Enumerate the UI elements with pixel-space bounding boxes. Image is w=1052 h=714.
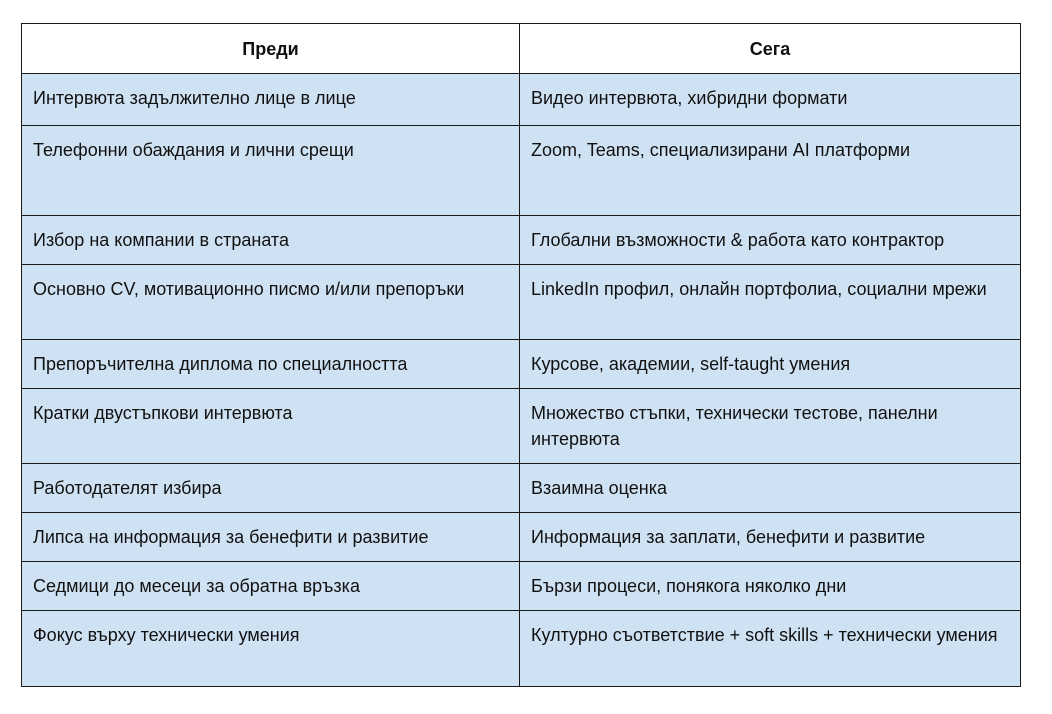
before-cell: Препоръчителна диплома по специалността: [22, 340, 520, 389]
now-cell: Глобални възможности & работа като контрактор: [520, 216, 1021, 265]
now-cell: Бързи процеси, понякога няколко дни: [520, 562, 1021, 611]
table-row: [22, 562, 1021, 611]
now-cell: Културно съответствие + soft skills + технически умения: [520, 611, 1021, 687]
now-cell: Информация за заплати, бенефити и развитие: [520, 513, 1021, 562]
before-cell: Интервюта задължително лице в лице: [22, 74, 520, 126]
before-cell: Работодателят избира: [22, 464, 520, 513]
before-cell: Седмици до месеци за обратна връзка: [22, 562, 520, 611]
header-now: Сега: [520, 24, 1021, 74]
now-cell: Видео интервюта, хибридни формати: [520, 74, 1021, 126]
now-cell: Взаимна оценка: [520, 464, 1021, 513]
table-row: [22, 464, 1021, 513]
table-row: [22, 340, 1021, 389]
table-header-row: [22, 24, 1021, 74]
before-cell: Избор на компании в страната: [22, 216, 520, 265]
comparison-table-container: [21, 23, 1020, 687]
comparison-table: [21, 23, 1021, 687]
table-row: [22, 389, 1021, 464]
table-row: [22, 611, 1021, 687]
table-row: [22, 216, 1021, 265]
header-before: Преди: [22, 24, 520, 74]
before-cell: Кратки двустъпкови интервюта: [22, 389, 520, 464]
now-cell: LinkedIn профил, онлайн портфолиа, социални мрежи: [520, 265, 1021, 340]
now-cell: Множество стъпки, технически тестове, панелни интервюта: [520, 389, 1021, 464]
before-cell: Телефонни обаждания и лични срещи: [22, 126, 520, 216]
now-cell: Zoom, Teams, специализирани AI платформи: [520, 126, 1021, 216]
before-cell: Липса на информация за бенефити и развитие: [22, 513, 520, 562]
now-cell: Курсове, академии, self-taught умения: [520, 340, 1021, 389]
table-row: [22, 513, 1021, 562]
table-row: [22, 74, 1021, 126]
table-row: [22, 126, 1021, 216]
before-cell: Основно CV, мотивационно писмо и/или препоръки: [22, 265, 520, 340]
before-cell: Фокус върху технически умения: [22, 611, 520, 687]
table-row: [22, 265, 1021, 340]
